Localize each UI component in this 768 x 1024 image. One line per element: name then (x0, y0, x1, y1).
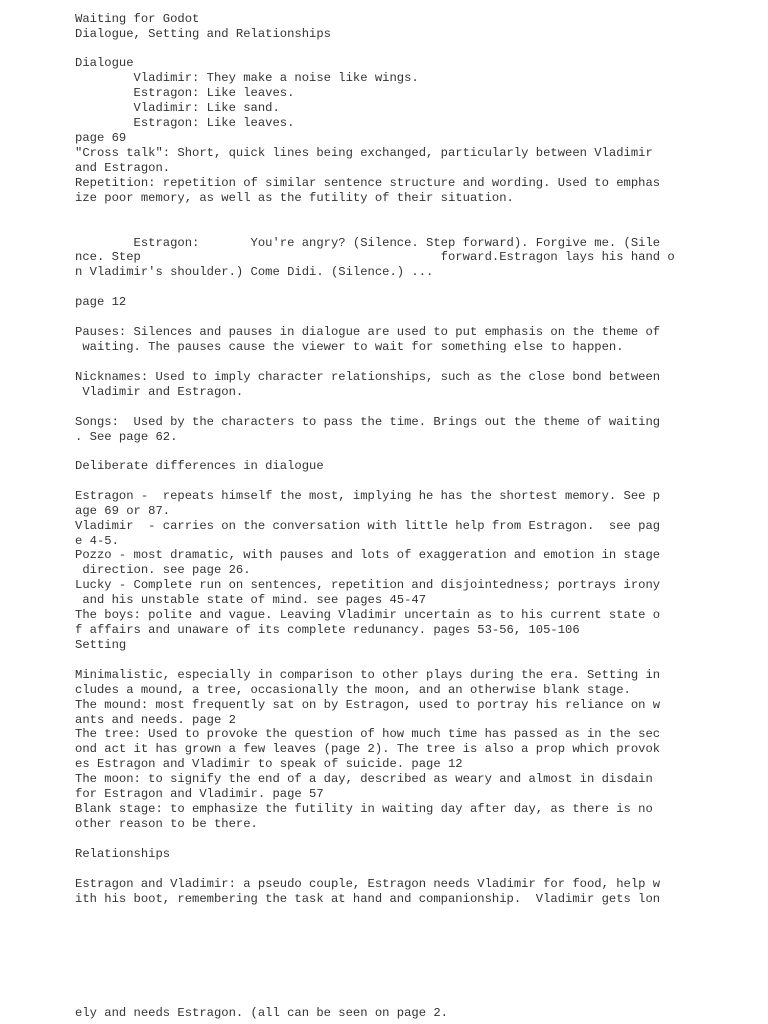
section-heading-relationships: Relationships (75, 847, 171, 861)
section-heading-dialogue: Dialogue (75, 56, 134, 70)
text-line: Estragon - repeats himself the most, implying he has the shortest memory. See p (75, 489, 661, 503)
text-line: Lucky - Complete run on sentences, repetition and disjointedness; portrays irony (75, 578, 661, 592)
text-line: page 12 (75, 295, 127, 309)
text-line: Estragon and Vladimir: a pseudo couple, Estragon needs Vladimir for food, help w (75, 877, 661, 891)
text-line: Songs: Used by the characters to pass the time. Brings out the theme of waiting (75, 415, 661, 429)
text-line: Estragon: Like leaves. (75, 86, 295, 100)
text-line: and his unstable state of mind. see pages 45-47 (75, 593, 427, 607)
text-line: Vladimir: Like sand. (75, 101, 280, 115)
text-line: Pozzo - most dramatic, with pauses and lots of exaggeration and emotion in stage (75, 548, 661, 562)
text-line: Estragon: You're angry? (Silence. Step forward). Forgive me. (Sile (75, 236, 661, 250)
text-line: cludes a mound, a tree, occasionally the moon, and an otherwise blank stage. (75, 683, 631, 697)
text-line: The moon: to signify the end of a day, described as weary and almost in disdain (75, 772, 653, 786)
doc-subtitle: Dialogue, Setting and Relationships (75, 27, 331, 41)
text-line: n Vladimir's shoulder.) Come Didi. (Silence.) ... (75, 265, 434, 279)
text-line: page 69 (75, 131, 127, 145)
text-line: Vladimir: They make a noise like wings. (75, 71, 419, 85)
text-line: ize poor memory, as well as the futility of their situation. (75, 191, 514, 205)
text-line: Vladimir - carries on the conversation with little help from Estragon. see pag (75, 519, 661, 533)
text-line: Estragon: Like leaves. (75, 116, 295, 130)
text-line: Blank stage: to emphasize the futility in waiting day after day, as there is no (75, 802, 653, 816)
text-line: The tree: Used to provoke the question of how much time has passed as in the sec (75, 727, 661, 741)
text-line: The mound: most frequently sat on by Estragon, used to portray his reliance on w (75, 698, 661, 712)
text-line: Nicknames: Used to imply character relationships, such as the close bond between (75, 370, 661, 384)
text-line: ely and needs Estragon. (all can be seen on page 2. (75, 1006, 448, 1020)
text-line: for Estragon and Vladimir. page 57 (75, 787, 324, 801)
section-heading-differences: Deliberate differences in dialogue (75, 459, 324, 473)
text-line: nce. Step forward.Estragon lays his hand o (75, 250, 675, 264)
text-line: ond act it has grown a few leaves (page 2). The tree is also a prop which provok (75, 742, 661, 756)
text-line: "Cross talk": Short, quick lines being exchanged, particularly between Vladimir (75, 146, 653, 160)
text-line: Repetition: repetition of similar sentence structure and wording. Used to emphas (75, 176, 661, 190)
text-line: es Estragon and Vladimir to speak of suicide. page 12 (75, 757, 463, 771)
doc-title: Waiting for Godot (75, 12, 200, 26)
section-heading-setting: Setting (75, 638, 127, 652)
text-line: age 69 or 87. (75, 504, 171, 518)
text-line: ants and needs. page 2 (75, 713, 236, 727)
text-line: direction. see page 26. (75, 563, 251, 577)
text-line: ith his boot, remembering the task at hand and companionship. Vladimir gets lon (75, 892, 661, 906)
text-line: . See page 62. (75, 430, 178, 444)
text-line: e 4-5. (75, 534, 119, 548)
text-line: Vladimir and Estragon. (75, 385, 244, 399)
text-line: waiting. The pauses cause the viewer to wait for something else to happen. (75, 340, 624, 354)
text-line: f affairs and unaware of its complete redunancy. pages 53-56, 105-106 (75, 623, 580, 637)
text-line: and Estragon. (75, 161, 171, 175)
text-line: other reason to be there. (75, 817, 258, 831)
text-line: Pauses: Silences and pauses in dialogue are used to put emphasis on the theme of (75, 325, 661, 339)
text-line: Minimalistic, especially in comparison to other plays during the era. Setting in (75, 668, 661, 682)
text-line: The boys: polite and vague. Leaving Vladimir uncertain as to his current state o (75, 608, 661, 622)
